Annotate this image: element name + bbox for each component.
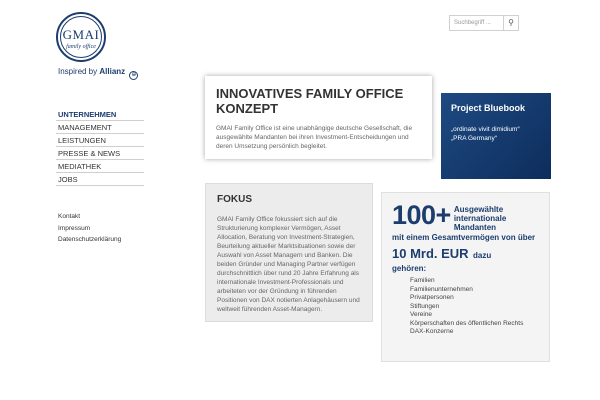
stats-list-item: Vereine — [410, 311, 433, 318]
stats-list-item: Privatpersonen — [410, 294, 454, 301]
project-title: Project Bluebook — [451, 103, 526, 113]
search-icon[interactable]: ⚲ — [503, 15, 519, 31]
stats-amount-suffix: dazu — [473, 251, 492, 260]
nav-item-jobs[interactable]: JOBS — [56, 173, 144, 186]
project-list-item: „ordinate vivit dimidium“ — [451, 126, 520, 133]
nav-link-kontakt[interactable]: Kontakt — [58, 213, 81, 220]
intro-title: INNOVATIVES FAMILY OFFICE KONZEPT — [216, 86, 404, 116]
intro-text: GMAI Family Office ist eine unabhängige deutsche Gesellschaft, die ausgewählte Mandanten bei ihren Investment-Entscheidungen und deren Umsetzung persönlich begleitet. — [216, 125, 413, 150]
fokus-box — [205, 183, 373, 322]
stats-line-includes: gehören: — [392, 264, 427, 273]
inspired-prefix: Inspired by — [58, 67, 98, 76]
nav-item-leistungen[interactable]: LEISTUNGEN — [56, 134, 144, 147]
intro-box — [205, 76, 432, 159]
nav-link-impressum[interactable]: Impressum — [58, 224, 91, 232]
stats-list-item: Familien — [410, 277, 435, 284]
allianz-icon: ⊕ — [131, 72, 137, 78]
nav-link-datenschutz[interactable]: Datenschutzerklärung — [58, 236, 122, 243]
project-list-item: „PRA Germany“ — [451, 135, 497, 142]
stats-box — [381, 192, 550, 362]
project-bluebook-box[interactable] — [441, 93, 551, 179]
stats-line-volume: mit einem Gesamtvermögen von über — [392, 233, 536, 242]
nav-item-management[interactable]: MANAGEMENT — [56, 121, 144, 134]
secondary-navigation — [58, 211, 121, 246]
stats-headline — [392, 201, 539, 232]
stats-amount-value: 10 Mrd. EUR — [392, 246, 469, 261]
stats-list-item: Familienunternehmen — [410, 285, 473, 293]
fokus-text: GMAI Family Office fokussiert sich auf die Strukturierung komplexer Vermögen, Asset Allocation, Beratung von Investment-Strategien, Beurteilung aktueller Marktsituationen sowie der Auswahl von Asset Managern und Banken. Die beiden Gründer und Managing Partner verfügen durchschnittlich über rund 20 Jahre Erfahrung als internationale Investment-Professionals und arbeiteten vor der Gründung in führenden Positionen von DAX notierten Anlagehäusern und weltweit führenden Asset-Managern. — [217, 216, 360, 313]
inspired-by-tagline — [58, 67, 138, 80]
stats-big-label: Ausgewählte internationale Mandanten — [453, 205, 507, 232]
stats-client-list — [392, 277, 539, 337]
search-input[interactable]: Suchbegriff ... — [449, 15, 519, 31]
logo-main-text: GMAI — [62, 27, 100, 42]
project-list — [451, 125, 541, 143]
stats-list-item: Körperschaften des öffentlichen Rechts — [410, 319, 524, 327]
logo[interactable] — [56, 12, 106, 62]
stats-list-item: DAX-Konzerne — [410, 328, 454, 335]
fokus-title: FOKUS — [217, 194, 252, 205]
stats-big-number: 100+ — [392, 200, 451, 230]
main-navigation — [56, 108, 144, 186]
nav-item-presse-news[interactable]: PRESSE & NEWS — [56, 147, 144, 160]
allianz-brand: Allianz — [99, 67, 126, 76]
stats-amount — [392, 247, 539, 263]
nav-item-mediathek[interactable]: MEDIATHEK — [56, 160, 144, 173]
logo-sub-text: family office — [66, 44, 96, 50]
nav-item-unternehmen[interactable]: UNTERNEHMEN — [56, 108, 144, 121]
logo-inner-ring — [60, 16, 102, 58]
stats-list-item: Stiftungen — [410, 302, 440, 310]
